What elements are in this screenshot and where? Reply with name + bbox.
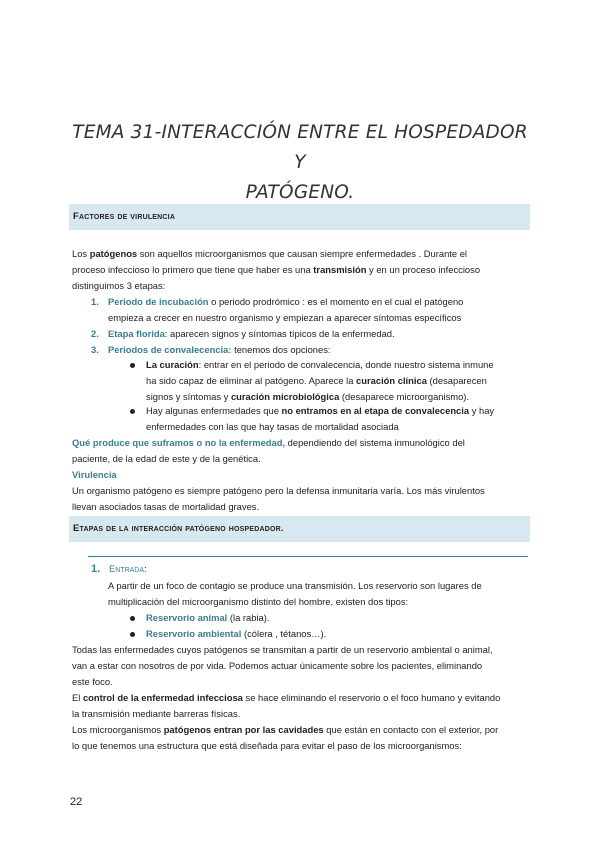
bullet-icon xyxy=(130,409,135,414)
page-number: 22 xyxy=(70,796,83,808)
question-line-1: Qué produce que suframos o no la enfermedad, dependiendo del sistema inmunológico del xyxy=(72,437,465,448)
control-line-2: la transmisión mediante barreras físicas. xyxy=(72,708,241,719)
todas-line-3: este foco. xyxy=(72,676,113,687)
entrada-number: 1. xyxy=(91,563,101,575)
virulencia-heading: Virulencia xyxy=(72,469,117,480)
todas-line-2: van a estar con nosotros de por vida. Podemos actuar únicamente sobre los pacientes, eliminando xyxy=(72,660,483,671)
virulencia-line-1: Un organismo patógeno es siempre patógeno pero la defensa inmunitaria varía. Los más virulentos xyxy=(72,485,485,496)
entrada-line-2: multiplicación del microorganismo distinto del hombre, existen dos tipos: xyxy=(108,596,409,607)
virulencia-line-2: llevan asociados tasas de mortalidad graves. xyxy=(72,501,260,512)
intro-line-3: distinguimos 3 etapas: xyxy=(72,280,166,291)
bullet-curacion-line-3: signos y síntomas y curación microbiológica (desaparece microorganismo). xyxy=(146,391,470,402)
list-item-convalecencia: Periodos de convalecencia: tenemos dos opciones: xyxy=(108,344,331,355)
section-header-factores: Factores de virulencia xyxy=(69,204,530,230)
list-item-incubacion-cont: empieza a crecer en nuestro organismo y empiezan a aparecer síntomas específicos xyxy=(108,312,462,323)
bullet-icon xyxy=(130,632,135,637)
bullet-icon xyxy=(130,363,135,368)
reservorio-ambiental: Reservorio ambiental (cólera , tétanos…). xyxy=(146,628,327,639)
list-number-3: 3. xyxy=(91,344,99,355)
list-number-1: 1. xyxy=(91,296,99,307)
page-title: TEMA 31-INTERACCIÓN ENTRE EL HOSPEDADOR Y PATÓGENO. xyxy=(72,122,528,203)
reservorio-animal: Reservorio animal (la rabia). xyxy=(146,612,270,623)
bullet-no-convalecencia-line-2: enfermedades con las que hay tasas de mortalidad asociada xyxy=(146,421,399,432)
bullet-icon xyxy=(130,616,135,621)
question-line-2: paciente, de la edad de este y de la genética. xyxy=(72,453,261,464)
bullet-curacion-line-1: La curación: entrar en el periodo de convalecencia, donde nuestro sistema inmune xyxy=(146,359,494,370)
list-number-2: 2. xyxy=(91,328,99,339)
intro-line-1: Los patógenos son aquellos microorganismos que causan siempre enfermedades . Durante el xyxy=(72,248,468,259)
control-line-1: El control de la enfermedad infecciosa se hace eliminando el reservorio o el foco humano y evitando xyxy=(72,692,501,703)
entrada-heading: Entrada: xyxy=(109,563,147,574)
entrada-line-1: A partir de un foco de contagio se produce una transmisión. Los reservorio son lugares de xyxy=(108,580,482,591)
divider xyxy=(88,556,528,557)
todas-line-1: Todas las enfermedades cuyos patógenos se transmitan a partir de un reservorio ambiental o animal, xyxy=(72,644,493,655)
bullet-no-convalecencia-line-1: Hay algunas enfermedades que no entramos en al etapa de convalecencia y hay xyxy=(146,405,495,416)
micro-line-1: Los microorganismos patógenos entran por las cavidades que están en contacto con el exterior, por xyxy=(72,724,499,735)
bullet-curacion-line-2: ha sido capaz de eliminar al patógeno. Aparece la curación clínica (desaparecen xyxy=(146,375,487,386)
list-item-incubacion: Periodo de incubación o periodo prodrómico : es el momento en el cual el patógeno xyxy=(108,296,464,307)
section-header-etapas: Etapas de la interacción patógeno hospedador. xyxy=(69,516,530,542)
micro-line-2: lo que tenemos una estructura que está diseñada para evitar el paso de los microorganismos: xyxy=(72,740,462,751)
intro-line-2: proceso infeccioso lo primero que tiene que haber es una transmisión y en un proceso infeccioso xyxy=(72,264,481,275)
list-item-florida: Etapa florida: aparecen signos y síntomas típicos de la enfermedad. xyxy=(108,328,395,339)
